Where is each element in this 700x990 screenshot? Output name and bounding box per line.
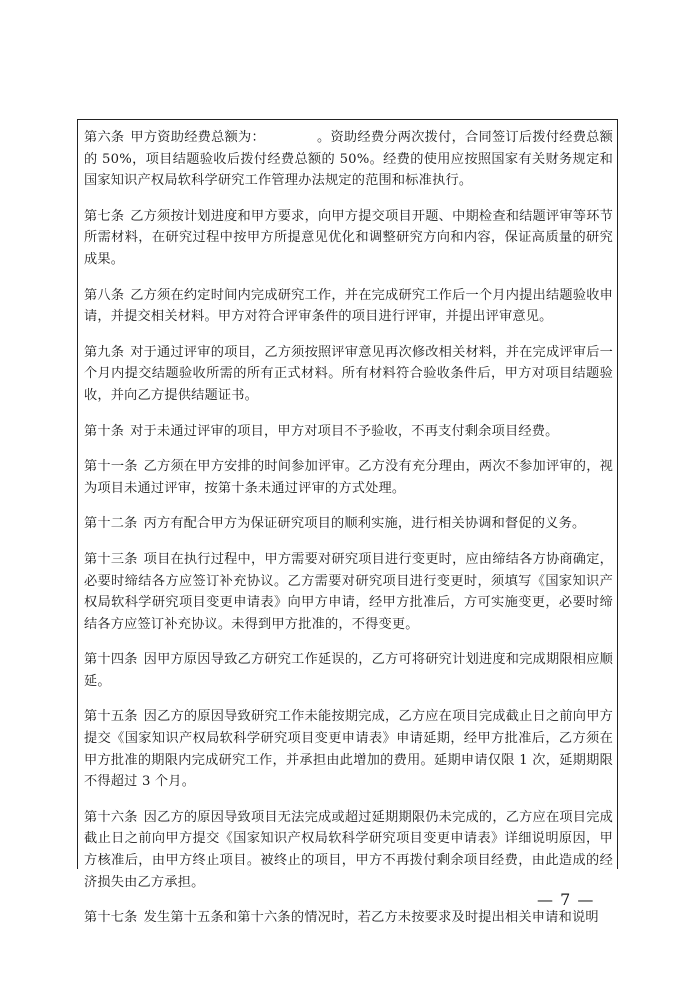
- article-text: 。资助经费分两次拨付，合同签订后拨付经费总额的 50%，项目结题验收后拨付经费总额的 50%。经费的使用应按照国家有关财务规定和国家知识产权局软科学研究工作管理办法规定的范围和标准执行。: [84, 130, 613, 189]
- article-text: 乙方须按计划进度和甲方要求，向甲方提交项目开题、中期检查和结题评审等环节所需材料，在研究过程中按甲方所提意见优化和调整研究方向和内容，保证高质量的研究成果。: [84, 208, 613, 267]
- article-text: 因乙方的原因导致项目无法完成或超过延期期限仍未完成的，乙方应在项目完成截止日之前向甲方提交《国家知识产权局软科学研究项目变更申请表》详细说明原因，甲方核准后，由甲方终止项目。被终止的项目，甲方不再拨付剩余项目经费，由此造成的经济损失由乙方承担。: [84, 809, 613, 890]
- article-number: 第十六条: [84, 809, 138, 825]
- article-17: [84, 907, 613, 929]
- article-number: 第十四条: [84, 652, 138, 668]
- article-number: 第十二条: [84, 516, 138, 532]
- article-text: 甲方资助经费总额为：: [130, 130, 265, 145]
- article-text: 对于通过评审的项目，乙方须按照评审意见再次修改相关材料，并在完成评审后一个月内提交结题验收所需的所有正式材料。所有材料符合验收条件后，甲方对项目结题验收，并向乙方提供结题证书。: [84, 344, 613, 403]
- article-number: 第十七条: [84, 910, 138, 926]
- article-10: [84, 421, 613, 443]
- article-15: [84, 706, 613, 792]
- article-6: [84, 127, 613, 192]
- article-14: [84, 649, 613, 692]
- article-number: 第十条: [84, 423, 125, 439]
- page-number: — 7 —: [537, 890, 595, 909]
- article-7: [84, 206, 613, 271]
- article-9: [84, 342, 613, 407]
- article-number: 第十三条: [84, 551, 138, 567]
- article-text: 发生第十五条和第十六条的情况时，若乙方未按要求及时提出相关申请和说明: [143, 910, 599, 926]
- article-text: 丙方有配合甲方为保证研究项目的顺利实施，进行相关协调和督促的义务。: [143, 516, 586, 532]
- article-number: 第八条: [84, 287, 125, 303]
- contract-text-frame: [77, 119, 618, 926]
- article-text: 乙方须在甲方安排的时间参加评审。乙方没有充分理由，两次不参加评审的，视为项目未通过评审，按第十条未通过评审的方式处理。: [84, 459, 613, 496]
- article-number: 第九条: [84, 344, 125, 360]
- article-13: [84, 549, 613, 635]
- article-text: 乙方须在约定时间内完成研究工作，并在完成研究工作后一个月内提出结题验收申请，并提交相关材料。甲方对符合评审条件的项目进行评审，并提出评审意见。: [84, 287, 613, 325]
- article-11: [84, 456, 613, 499]
- article-text: 项目在执行过程中，甲方需要对研究项目进行变更时，应由缔结各方协商确定，必要时缔结各方应签订补充协议。乙方需要对研究项目进行变更时，须填写《国家知识产权局软科学研究项目变更申请表》向甲方申请，经甲方批准后，方可实施变更，必要时缔结各方应签订补充协议。未得到甲方批准的，不得变更。: [84, 551, 613, 632]
- article-16: [84, 807, 613, 893]
- article-text: 因乙方的原因导致研究工作未能按期完成，乙方应在项目完成截止日之前向甲方提交《国家知识产权局软科学研究项目变更申请表》申请延期，经甲方批准后，乙方须在甲方批准的期限内完成研究工作，并承担由此增加的费用。延期申请仅限 1 次，延期期限不得超过 3 个月。: [84, 709, 613, 790]
- article-number: 第七条: [84, 208, 125, 224]
- article-12: [84, 513, 613, 535]
- article-8: [84, 285, 613, 328]
- article-number: 第十一条: [84, 459, 138, 475]
- article-number: 第六条: [84, 130, 125, 145]
- article-text: 对于未通过评审的项目，甲方对项目不予验收，不再支付剩余项目经费。: [130, 423, 559, 439]
- article-number: 第十五条: [84, 709, 138, 725]
- article-text: 因甲方原因导致乙方研究工作延误的，乙方可将研究计划进度和完成期限相应顺延。: [84, 652, 613, 689]
